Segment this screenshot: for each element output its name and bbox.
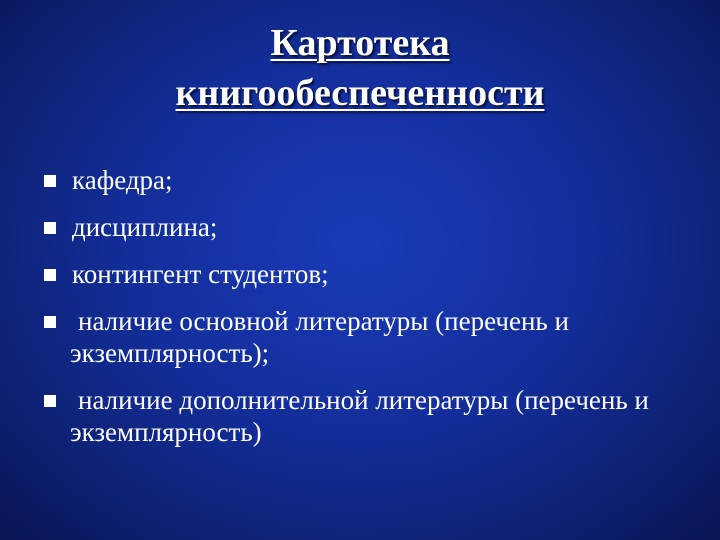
bullet-item <box>44 211 684 243</box>
bullet-item <box>44 164 684 196</box>
bullet-text: наличие основной литературы (перечень и экземплярность); <box>70 306 569 368</box>
square-bullet-icon <box>44 316 56 328</box>
bullet-text: наличие дополнительной литературы (перечень и экземплярность) <box>70 385 649 447</box>
title-line-2: книгообеспеченности <box>175 72 545 114</box>
square-bullet-icon <box>44 222 56 234</box>
bullet-text: дисциплина; <box>72 212 218 242</box>
title-line-1: Картотека <box>270 22 450 64</box>
bullet-item <box>44 384 684 448</box>
bullet-text: контингент студентов; <box>72 259 329 289</box>
square-bullet-icon <box>44 395 56 407</box>
square-bullet-icon <box>44 269 56 281</box>
square-bullet-icon <box>44 175 56 187</box>
slide-title <box>0 18 720 118</box>
bullet-item <box>44 305 684 369</box>
bullet-item <box>44 258 684 290</box>
bullet-text: кафедра; <box>72 165 173 195</box>
bullet-list <box>44 164 684 463</box>
